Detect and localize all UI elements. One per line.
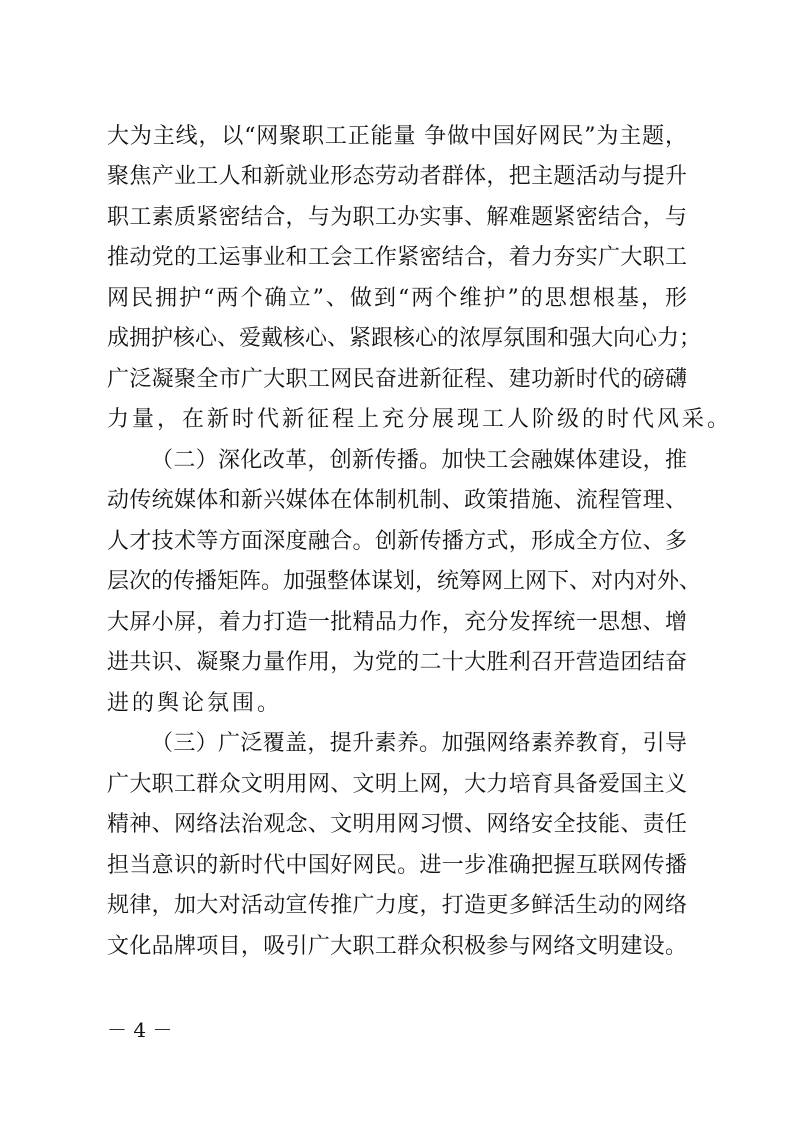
text-line-1: 大为主线，以“网聚职工正能量 争做中国好网民”为主题， <box>107 124 687 149</box>
text-line-11: 人才技术等方面深度融合。创新传播方式，形成全方位、多 <box>107 529 687 554</box>
section-3-heading-line: （三）广泛覆盖，提升素养。加强网络素养教育，引导 <box>151 731 687 756</box>
section-2-heading-line: （二）深化改革，创新传播。加快工会融媒体建设，推 <box>151 448 687 473</box>
text-line-19: 担当意识的新时代中国好网民。进一步准确把握互联网传播 <box>107 853 687 878</box>
text-line-12: 层次的传播矩阵。加强整体谋划，统筹网上网下、对内对外、 <box>107 569 702 594</box>
page-number: － 4 － <box>107 1018 173 1042</box>
text-line-13: 大屏小屏，着力打造一批精品力作，充分发挥统一思想、增 <box>107 610 687 635</box>
text-line-7: 广泛凝聚全市广大职工网民奋进新征程、建功新时代的磅礴 <box>107 367 687 392</box>
text-line-14: 进共识、凝聚力量作用，为党的二十大胜利召开营造团结奋 <box>107 650 687 675</box>
text-line-21: 文化品牌项目，吸引广大职工群众积极参与网络文明建设。 <box>107 934 687 959</box>
text-line-20: 规律，加大对活动宣传推广力度，打造更多鲜活生动的网络 <box>107 893 687 918</box>
text-line-2: 聚焦产业工人和新就业形态劳动者群体，把主题活动与提升 <box>107 164 687 189</box>
text-line-10: 动传统媒体和新兴媒体在体制机制、政策措施、流程管理、 <box>107 488 687 513</box>
text-line-18: 精神、网络法治观念、文明用网习惯、网络安全技能、责任 <box>107 812 687 837</box>
text-line-15: 进的舆论氛围。 <box>107 691 283 716</box>
text-line-4: 推动党的工运事业和工会工作紧密结合，着力夯实广大职工 <box>107 245 687 270</box>
text-line-6: 成拥护核心、爱戴核心、紧跟核心的浓厚氛围和强大向心力； <box>107 326 702 351</box>
text-line-17: 广大职工群众文明用网、文明上网，大力培育具备爱国主义 <box>107 772 687 797</box>
text-line-8: 力量，在新时代新征程上充分展现工人阶级的时代风采。 <box>107 407 733 432</box>
text-line-3: 职工素质紧密结合，与为职工办实事、解难题紧密结合，与 <box>107 205 687 230</box>
text-line-5: 网民拥护“两个确立”、做到“两个维护”的思想根基，形 <box>107 286 687 311</box>
